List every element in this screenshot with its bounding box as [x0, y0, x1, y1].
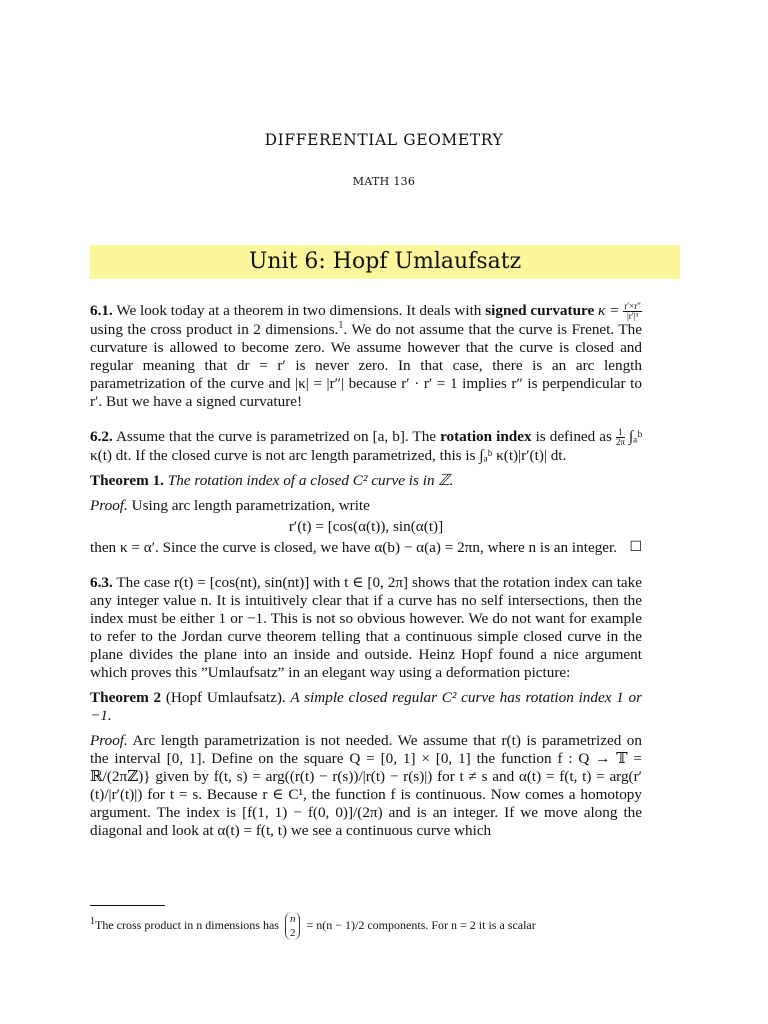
- bold-term: rotation index: [440, 428, 532, 446]
- main-text: [90, 302, 642, 847]
- binomial-top: n: [289, 913, 296, 925]
- fraction-denominator: |r′|³: [626, 311, 639, 322]
- proof-label: Proof.: [90, 497, 128, 515]
- paragraph-text: Using arc length parametrization, write: [131, 497, 370, 515]
- proof-label: Proof.: [90, 732, 128, 750]
- proof-2: [90, 732, 642, 840]
- proof-1: [90, 497, 642, 557]
- theorem-2: [90, 689, 642, 725]
- display-equation: r′(t) = [cos(α(t)), sin(α(t)]: [288, 518, 444, 536]
- footnote-number: 1: [90, 915, 95, 927]
- binomial-coefficient: [285, 912, 301, 940]
- footnote-text: = n(n − 1)/2 components. For n = 2 it is a scalar: [306, 917, 536, 932]
- paragraph-text: Assume that the curve is parametrized on [a, b]. The: [115, 428, 437, 446]
- theorem-statement: The rotation index of a closed C² curve is in ℤ.: [167, 472, 454, 490]
- paragraph-text: Arc length parametrization is not needed. We assume that r(t) is parametrized on the interval [0, 1]. Define on the square Q = [0, 1] × [0, 1] the function f : Q → 𝕋 = ℝ/(2πℤ)} given by f(t, s) = arg((r(t) − r(s))/|r(t) − r(s)|) for t ≠ s and α(t) = f(t, t) = arg(r′(t)/|r′(t)|) for t = s. Because r ∈ C¹, the function f is continuous. Now comes a homotopy argument. The index is [f(1, 1) − f(0, 0)]/(2π) and is an integer. If we move along the diagonal and look at α(t) = f(t, t) we see a continuous curve which: [90, 732, 642, 840]
- fraction-numerator: 1: [616, 428, 625, 438]
- theorem-1: [90, 472, 642, 490]
- paragraph-text: ∫ₐᵇ κ(t) dt. If the closed curve is not arc length parametrized, this is ∫ₐᵇ κ(t)|r′(t)| dt.: [90, 428, 643, 465]
- footnote-marker[interactable]: 1: [338, 319, 344, 331]
- course-number: MATH 136: [352, 175, 416, 188]
- theorem-name: (Hopf Umlaufsatz).: [165, 689, 286, 707]
- paragraph-6-2: [90, 428, 642, 465]
- fraction-denominator: 2π: [615, 437, 625, 448]
- math-fraction: [623, 302, 642, 321]
- qed-symbol: ☐: [629, 540, 642, 556]
- paragraph-text: using the cross product in 2 dimensions.: [90, 321, 339, 339]
- paragraph-6-1: [90, 302, 642, 411]
- footnote-text: The cross product in n dimensions has: [95, 917, 279, 932]
- paragraph-text: then κ = α′. Since the curve is closed, we have α(b) − α(a) = 2πn, where n is an integer.: [90, 539, 618, 557]
- footnote: [90, 912, 650, 940]
- paragraph-text: is defined as: [535, 428, 612, 446]
- fraction-numerator: r′×r″: [624, 301, 641, 312]
- unit-title: Unit 6: Hopf Umlaufsatz: [248, 249, 522, 274]
- paragraph-text: We look today at a theorem in two dimensions. It deals with: [116, 302, 482, 319]
- section-label: 6.3.: [90, 574, 113, 592]
- document-title: DIFFERENTIAL GEOMETRY: [264, 131, 504, 149]
- unit-title-banner: [90, 245, 680, 279]
- section-label: 6.1.: [90, 302, 113, 319]
- math-inline: κ =: [598, 302, 620, 319]
- binomial-bottom: 2: [289, 927, 296, 939]
- footnote-divider: [90, 905, 165, 906]
- paragraph-text: The case r(t) = [cos(nt), sin(nt)] with t ∈ [0, 2π] shows that the rotation index can take any integer value n. It is intuitively clear that if a curve has no self intersections, then the index must be either 1 or −1. This is not so obvious however. We do not want for example to refer to the Jordan curve theorem telling that a continuous simple closed curve in the plane divides the plane into an inside and outside. Heinz Hopf found a nice argument which proves this ”Umlaufsatz” in an elegant way using a deformation picture:: [90, 574, 642, 682]
- theorem-label: Theorem 1.: [90, 472, 164, 490]
- section-label: 6.2.: [90, 428, 113, 446]
- theorem-label: Theorem 2: [90, 689, 162, 707]
- paragraph-6-3: [90, 574, 642, 682]
- paragraph-text: . We do not assume that the curve is Frenet. The curvature is allowed to become zero. We assume however that the curve is closed and regular meaning that dr = r′ is never zero. In that case, there is an arc length parametrization of the curve and |κ| = |r″| because r′ · r′ = 1 implies r″ is perpendicular to r′. But we have a signed curvature!: [90, 321, 642, 411]
- bold-term: signed curvature: [485, 302, 595, 319]
- theorem-statement: A simple closed regular C² curve has rotation index 1 or −1.: [90, 689, 643, 725]
- math-fraction: [616, 428, 625, 447]
